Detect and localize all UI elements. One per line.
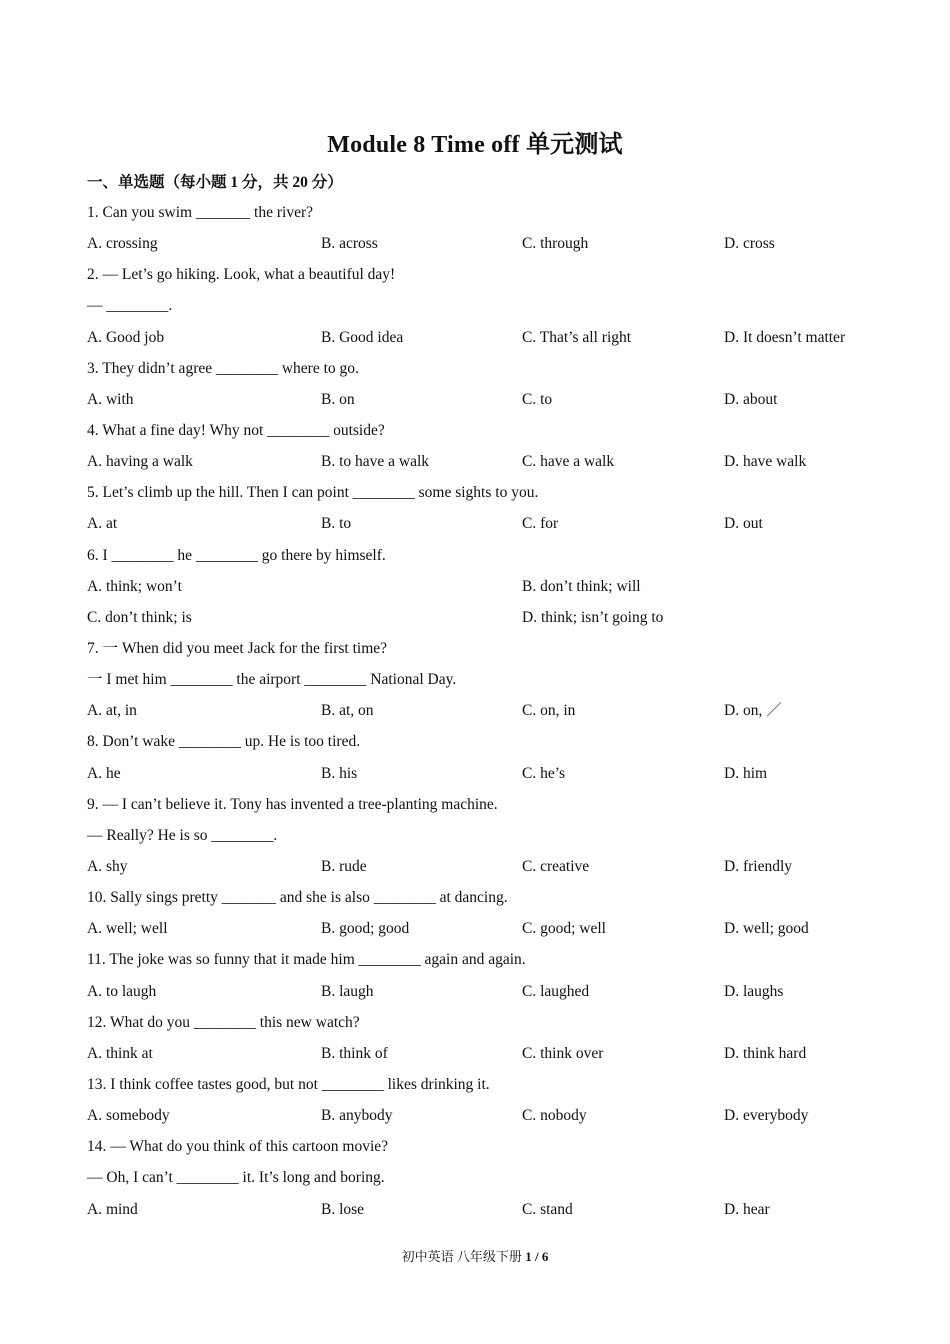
option-d: D. well; good — [724, 920, 809, 938]
question-2-stem-reply: — ________. — [87, 297, 173, 315]
question-2-options — [87, 322, 887, 353]
question-9-stem: 9. — I can’t believe it. Tony has invented a tree-planting machine. — [87, 795, 498, 813]
option-a: A. well; well — [87, 920, 168, 938]
question-8-options — [87, 758, 887, 789]
question-5-options — [87, 508, 887, 539]
option-d: D. hear — [724, 1200, 770, 1218]
page-separator: / — [531, 1249, 542, 1264]
option-b: B. think of — [321, 1044, 388, 1062]
option-b: B. his — [321, 764, 358, 782]
question-6-stem: 6. I ________ he ________ go there by himself. — [87, 546, 386, 564]
option-a: A. crossing — [87, 235, 158, 253]
option-b: B. across — [321, 235, 378, 253]
option-d: D. about — [724, 390, 778, 408]
option-d: D. laughs — [724, 982, 784, 1000]
option-c: C. have a walk — [522, 453, 615, 471]
question-11-stem: 11. The joke was so funny that it made him ________ again and again. — [87, 951, 526, 969]
option-c: C. good; well — [522, 920, 606, 938]
question-5-stem: 5. Let’s climb up the hill. Then I can point ________ some sights to you. — [87, 484, 539, 502]
question-13-stem: 13. I think coffee tastes good, but not ________ likes drinking it. — [87, 1075, 490, 1093]
question-3-options — [87, 384, 887, 415]
option-a: A. Good job — [87, 328, 165, 346]
option-d: D. think; isn’t going to — [522, 608, 664, 626]
question-8-stem: 8. Don’t wake ________ up. He is too tired. — [87, 733, 361, 751]
option-d: D. him — [724, 764, 768, 782]
option-a: A. he — [87, 764, 121, 782]
option-a: A. mind — [87, 1200, 138, 1218]
question-9-stem-reply: — Really? He is so ________. — [87, 826, 278, 844]
option-a: A. to laugh — [87, 982, 157, 1000]
option-b: B. good; good — [321, 920, 410, 938]
page-footer — [0, 1246, 950, 1265]
question-2-stem: 2. — Let’s go hiking. Look, what a beautiful day! — [87, 266, 396, 284]
question-1-stem: 1. Can you swim _______ the river? — [87, 204, 314, 221]
option-b: B. anybody — [321, 1107, 393, 1125]
option-c: C. laughed — [522, 982, 590, 1000]
option-d: D. friendly — [724, 857, 793, 875]
option-c: C. don’t think; is — [87, 608, 192, 626]
question-13-options — [87, 1100, 887, 1131]
question-7-options — [87, 695, 887, 726]
option-a: A. with — [87, 390, 134, 408]
footer-text: 初中英语 八年级下册 — [401, 1249, 526, 1264]
option-a: A. at — [87, 515, 118, 533]
option-a: A. think; won’t — [87, 577, 182, 595]
option-c: C. for — [522, 515, 559, 533]
option-b: B. laugh — [321, 982, 374, 1000]
question-4-stem: 4. What a fine day! Why not ________ outside? — [87, 421, 385, 439]
option-a: A. at, in — [87, 702, 137, 720]
option-c: C. on, in — [522, 702, 576, 720]
question-12-options — [87, 1038, 887, 1069]
page-total: 6 — [541, 1249, 549, 1264]
option-c: C. creative — [522, 857, 590, 875]
option-c: C. to — [522, 390, 553, 408]
option-b: B. on — [321, 390, 355, 408]
option-d: D. It doesn’t matter — [724, 328, 846, 346]
option-d: D. think hard — [724, 1044, 807, 1062]
question-6-options-row2 — [87, 602, 887, 633]
option-b: B. to — [321, 515, 352, 533]
question-4-options — [87, 446, 887, 477]
option-b: B. to have a walk — [321, 453, 430, 471]
option-b: B. Good idea — [321, 328, 404, 346]
option-c: C. through — [522, 235, 589, 253]
option-b: B. lose — [321, 1200, 365, 1218]
question-1-options — [87, 228, 887, 259]
option-c: C. think over — [522, 1044, 604, 1062]
option-a: A. think at — [87, 1044, 153, 1062]
section-heading: 一、单选题（每小题 1 分，共 20 分） — [87, 174, 343, 191]
question-9-options — [87, 851, 887, 882]
option-c: C. he’s — [522, 764, 566, 782]
option-d: D. everybody — [724, 1107, 809, 1125]
option-a: A. somebody — [87, 1107, 170, 1125]
question-10-stem: 10. Sally sings pretty _______ and she is also ________ at dancing. — [87, 889, 508, 907]
page-number: 1 — [525, 1249, 532, 1264]
question-3-stem: 3. They didn’t agree ________ where to go. — [87, 359, 359, 377]
question-14-stem: 14. — What do you think of this cartoon movie? — [87, 1138, 389, 1156]
option-a: A. having a walk — [87, 453, 193, 471]
option-c: C. nobody — [522, 1107, 587, 1125]
question-10-options — [87, 913, 887, 944]
page-title: Module 8 Time off 单元测试 — [327, 132, 623, 158]
option-c: C. stand — [522, 1200, 573, 1218]
option-b: B. don’t think; will — [522, 577, 641, 595]
question-14-stem-reply: — Oh, I can’t ________ it. It’s long and boring. — [87, 1169, 385, 1187]
question-list — [87, 197, 887, 1225]
option-d: D. out — [724, 515, 763, 533]
question-7-stem: 7. 一 When did you meet Jack for the first time? — [87, 639, 388, 657]
question-11-options — [87, 976, 887, 1007]
option-a: A. shy — [87, 857, 128, 875]
option-c: C. That’s all right — [522, 328, 632, 346]
option-d: D. on, ／ — [724, 702, 782, 720]
question-6-options-row1 — [87, 571, 887, 602]
question-14-options — [87, 1194, 887, 1225]
option-d: D. have walk — [724, 453, 807, 471]
option-d: D. cross — [724, 235, 775, 253]
option-b: B. rude — [321, 857, 367, 875]
option-b: B. at, on — [321, 702, 374, 720]
question-12-stem: 12. What do you ________ this new watch? — [87, 1013, 360, 1031]
question-7-stem-reply: 一 I met him ________ the airport ________ National Day. — [87, 671, 457, 689]
